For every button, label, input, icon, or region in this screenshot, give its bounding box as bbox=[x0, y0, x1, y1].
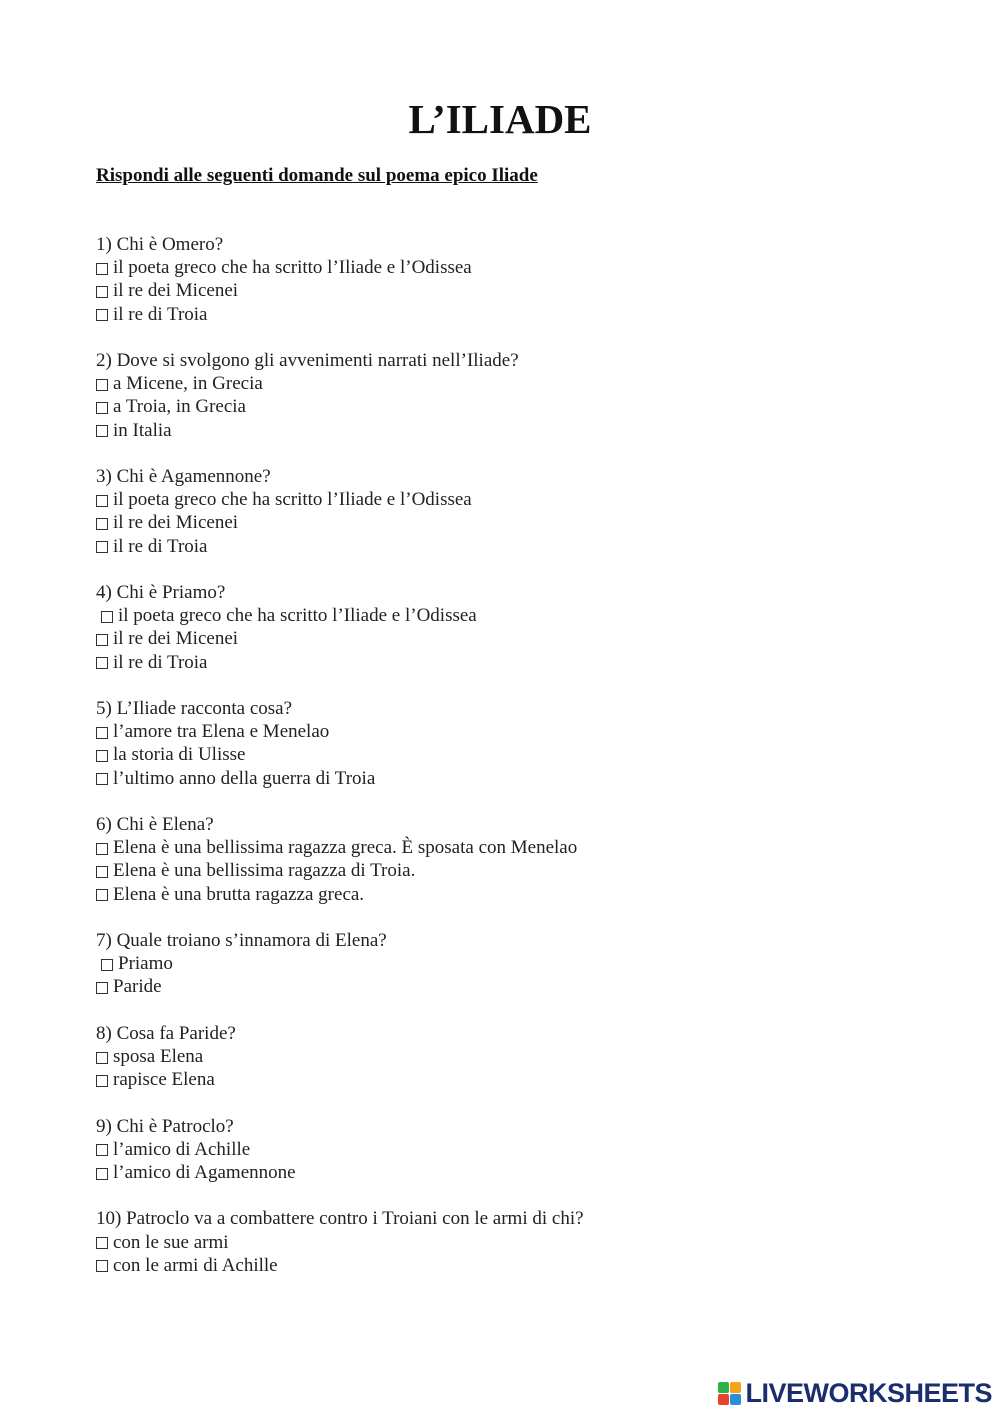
question-text: 6) Chi è Elena? bbox=[96, 814, 214, 835]
answer-option[interactable] bbox=[96, 743, 916, 766]
checkbox[interactable] bbox=[96, 495, 108, 507]
liveworksheets-logo-icon bbox=[718, 1382, 741, 1405]
question-text: 1) Chi è Omero? bbox=[96, 234, 224, 255]
logo-square-orange bbox=[730, 1382, 741, 1393]
checkbox[interactable] bbox=[96, 1237, 108, 1249]
answer-option[interactable] bbox=[96, 419, 916, 442]
answer-option[interactable] bbox=[96, 627, 916, 650]
liveworksheets-logo bbox=[718, 1378, 992, 1408]
answer-option-label: a Micene, in Grecia bbox=[113, 373, 263, 395]
answer-option[interactable] bbox=[96, 303, 916, 326]
question-text: 9) Chi è Patroclo? bbox=[96, 1115, 234, 1137]
answer-option-label: a Troia, in Grecia bbox=[113, 396, 246, 418]
checkbox[interactable] bbox=[96, 889, 108, 901]
checkbox[interactable] bbox=[96, 425, 108, 437]
checkbox[interactable] bbox=[96, 263, 108, 275]
answer-option-label: il re dei Micenei bbox=[113, 512, 239, 534]
answer-option[interactable] bbox=[96, 256, 916, 279]
logo-square-red bbox=[718, 1394, 729, 1405]
answer-option[interactable] bbox=[96, 952, 916, 975]
answer-option-label: il re di Troia bbox=[113, 303, 208, 325]
checkbox[interactable] bbox=[96, 866, 108, 878]
checkbox[interactable] bbox=[96, 982, 108, 994]
checkbox[interactable] bbox=[101, 611, 113, 623]
instruction-text: Rispondi alle seguenti domande sul poema epico Iliade bbox=[96, 165, 538, 186]
question-text: 3) Chi è Agamennone? bbox=[96, 466, 271, 487]
question-text: 8) Cosa fa Paride? bbox=[96, 1022, 236, 1044]
question-list bbox=[96, 233, 916, 1300]
checkbox[interactable] bbox=[96, 634, 108, 646]
question-1 bbox=[96, 233, 916, 326]
answer-option-label: il re di Troia bbox=[113, 651, 208, 673]
checkbox[interactable] bbox=[96, 286, 108, 298]
answer-option-label: rapisce Elena bbox=[113, 1069, 215, 1091]
answer-option[interactable] bbox=[96, 651, 916, 674]
answer-option-label: l’amore tra Elena e Menelao bbox=[113, 721, 330, 743]
question-4 bbox=[96, 581, 916, 674]
answer-option-label: Priamo bbox=[118, 953, 173, 975]
answer-option-label: sposa Elena bbox=[113, 1046, 204, 1067]
answer-option-label: l’amico di Agamennone bbox=[113, 1162, 296, 1183]
answer-option[interactable] bbox=[96, 604, 916, 627]
answer-option-label: il poeta greco che ha scritto l’Iliade e l’Odissea bbox=[113, 489, 472, 511]
checkbox[interactable] bbox=[96, 773, 108, 785]
answer-option[interactable] bbox=[96, 372, 916, 395]
answer-option[interactable] bbox=[96, 1045, 916, 1068]
answer-option[interactable] bbox=[96, 1254, 916, 1277]
page-title: L’ILIADE bbox=[408, 96, 592, 142]
checkbox[interactable] bbox=[96, 1052, 108, 1064]
answer-option[interactable] bbox=[96, 511, 916, 534]
answer-option[interactable] bbox=[96, 279, 916, 302]
question-2 bbox=[96, 349, 916, 442]
answer-option-label: Paride bbox=[113, 976, 162, 998]
checkbox[interactable] bbox=[96, 1168, 108, 1180]
checkbox[interactable] bbox=[101, 959, 113, 971]
question-text: 4) Chi è Priamo? bbox=[96, 582, 226, 603]
checkbox[interactable] bbox=[96, 843, 108, 855]
logo-square-blue bbox=[730, 1394, 741, 1405]
answer-option-label: l’ultimo anno della guerra di Troia bbox=[113, 767, 376, 789]
checkbox[interactable] bbox=[96, 750, 108, 762]
answer-option[interactable] bbox=[96, 975, 916, 998]
checkbox[interactable] bbox=[96, 1260, 108, 1272]
answer-option[interactable] bbox=[96, 395, 916, 418]
answer-option[interactable] bbox=[96, 535, 916, 558]
checkbox[interactable] bbox=[96, 727, 108, 739]
checkbox[interactable] bbox=[96, 518, 108, 530]
answer-option[interactable] bbox=[96, 1231, 916, 1254]
question-text: 7) Quale troiano s’innamora di Elena? bbox=[96, 930, 387, 951]
question-7 bbox=[96, 929, 916, 999]
checkbox[interactable] bbox=[96, 1075, 108, 1087]
answer-option-label: il poeta greco che ha scritto l’Iliade e l’Odissea bbox=[113, 257, 472, 279]
question-text: 5) L’Iliade racconta cosa? bbox=[96, 698, 293, 719]
answer-option[interactable] bbox=[96, 1068, 916, 1091]
answer-option-label: Elena è una brutta ragazza greca. bbox=[113, 883, 365, 905]
answer-option[interactable] bbox=[96, 767, 916, 790]
checkbox[interactable] bbox=[96, 402, 108, 414]
answer-option-label: il poeta greco che ha scritto l’Iliade e l’Odissea bbox=[118, 605, 477, 627]
checkbox[interactable] bbox=[96, 379, 108, 391]
checkbox[interactable] bbox=[96, 309, 108, 321]
checkbox[interactable] bbox=[96, 1144, 108, 1156]
logo-text: LIVEWORKSHEETS bbox=[745, 1378, 992, 1408]
question-text: 2) Dove si svolgono gli avvenimenti narrati nell’Iliade? bbox=[96, 350, 519, 371]
answer-option-label: Elena è una bellissima ragazza greca. È sposata con Menelao bbox=[113, 837, 578, 859]
answer-option-label: con le armi di Achille bbox=[113, 1254, 278, 1276]
answer-option-label: Elena è una bellissima ragazza di Troia. bbox=[113, 860, 416, 882]
answer-option[interactable] bbox=[96, 1138, 916, 1161]
logo-square-green bbox=[718, 1382, 729, 1393]
checkbox[interactable] bbox=[96, 541, 108, 553]
answer-option-label: il re dei Micenei bbox=[113, 628, 239, 650]
answer-option[interactable] bbox=[96, 720, 916, 743]
answer-option-label: il re di Troia bbox=[113, 535, 208, 557]
question-6 bbox=[96, 813, 916, 906]
answer-option-label: l’amico di Achille bbox=[113, 1138, 251, 1160]
answer-option[interactable] bbox=[96, 1161, 916, 1184]
answer-option-label: il re dei Micenei bbox=[113, 280, 239, 302]
question-10 bbox=[96, 1207, 916, 1277]
answer-option[interactable] bbox=[96, 883, 916, 906]
question-8 bbox=[96, 1022, 916, 1092]
answer-option[interactable] bbox=[96, 488, 916, 511]
answer-option[interactable] bbox=[96, 836, 916, 859]
question-9 bbox=[96, 1115, 916, 1185]
answer-option-label: in Italia bbox=[113, 419, 172, 441]
question-5 bbox=[96, 697, 916, 790]
question-text: 10) Patroclo va a combattere contro i Troiani con le armi di chi? bbox=[96, 1208, 584, 1230]
answer-option-label: con le sue armi bbox=[113, 1231, 229, 1253]
checkbox[interactable] bbox=[96, 657, 108, 669]
question-3 bbox=[96, 465, 916, 558]
answer-option[interactable] bbox=[96, 859, 916, 882]
answer-option-label: la storia di Ulisse bbox=[113, 744, 246, 766]
